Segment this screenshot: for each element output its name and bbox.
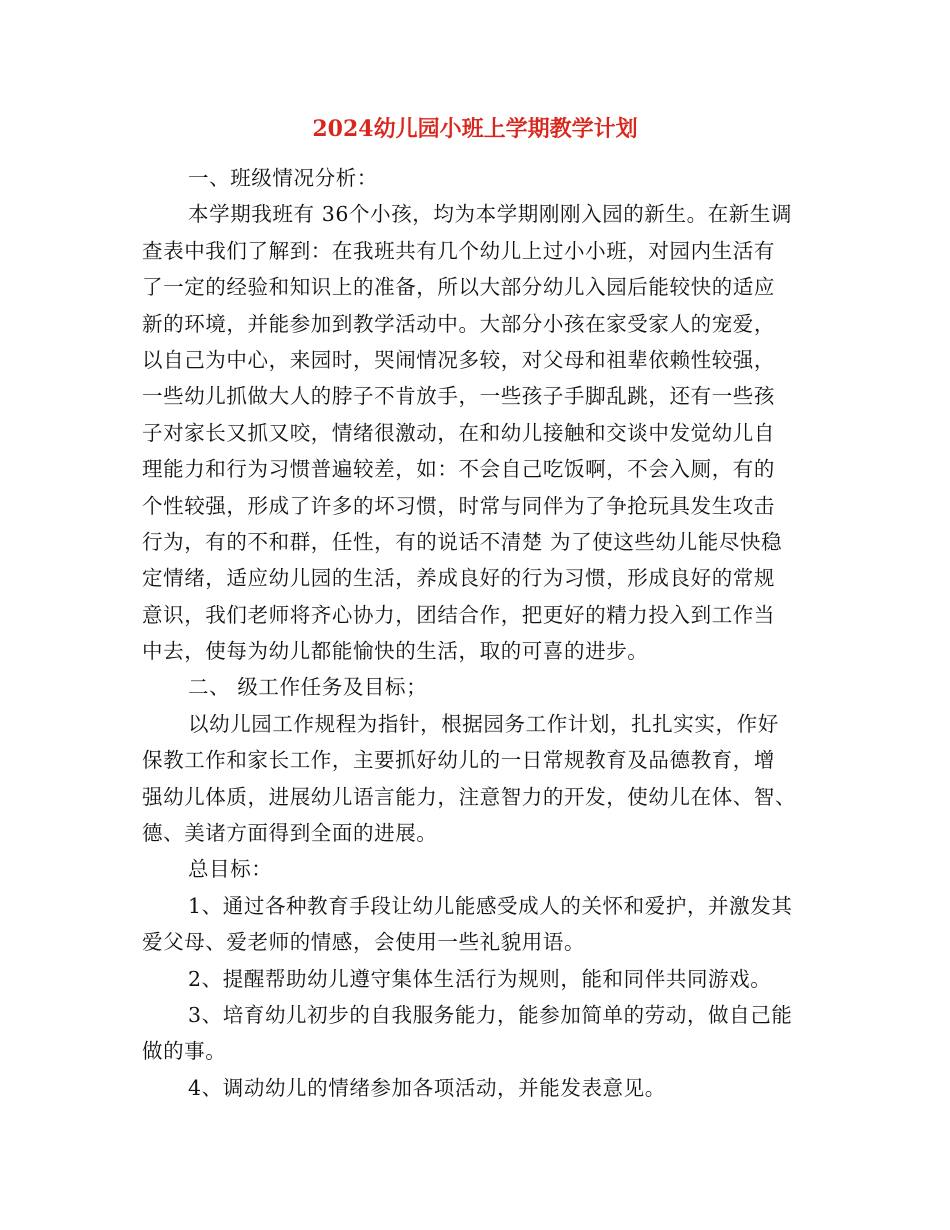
text-line: 中去，使每为幼儿都能愉快的生活，取的可喜的进步。	[142, 639, 649, 664]
text-line: 本学期我班有 36个小孩，均为本学期刚刚入园的新生。在新生调	[188, 202, 793, 227]
text-line: 一些幼儿抓做大人的脖子不肯放手，一些孩子手脚乱跳，还有一些孩	[142, 384, 775, 409]
text-line: 爱父母、爱老师的情感，会使用一些礼貌用语。	[142, 930, 586, 955]
text-line: 意识，我们老师将齐心协力，团结合作，把更好的精力投入到工作当	[142, 602, 775, 627]
text-line: 3、培育幼儿初步的自我服务能力，能参加简单的劳动，做自己能	[188, 1002, 793, 1027]
text-line: 德、美诸方面得到全面的进展。	[142, 821, 438, 846]
text-line: 总目标：	[188, 857, 273, 882]
text-line: 以自己为中心，来园时，哭闹情况多较，对父母和祖辈依赖性较强，	[142, 347, 775, 372]
text-line: 强幼儿体质，进展幼儿语言能力，注意智力的开发，使幼儿在体、智、	[142, 784, 797, 809]
text-line: 子对家长又抓又咬，情绪很激动，在和幼儿接触和交谈中发觉幼儿自	[142, 420, 775, 445]
text-line: 理能力和行为习惯普遍较差，如：不会自己吃饭啊，不会入厕，有的	[142, 457, 775, 482]
text-line: 做的事。	[142, 1039, 227, 1064]
text-line: 4、调动幼儿的情绪参加各项活动，并能发表意见。	[188, 1075, 666, 1100]
document-title: 2024幼儿园小班上学期教学计划	[312, 116, 638, 142]
text-line: 定情绪，适应幼儿园的生活，养成良好的行为习惯，形成良好的常规	[142, 566, 775, 591]
text-line: 个性较强，形成了许多的坏习惯，时常与同伴为了争抢玩具发生攻击	[142, 493, 775, 518]
text-line: 1、通过各种教育手段让幼儿能感受成人的关怀和爱护，并激发其	[188, 893, 793, 918]
text-line: 新的环境，并能参加到教学活动中。大部分小孩在家受家人的宠爱，	[142, 311, 775, 336]
text-line: 了一定的经验和知识上的准备，所以大部分幼儿入园后能较快的适应	[142, 275, 775, 300]
text-line: 二、 级工作任务及目标；	[188, 675, 428, 700]
text-line: 查表中我们了解到：在我班共有几个幼儿上过小小班，对园内生活有	[142, 238, 775, 263]
text-line: 以幼儿园工作规程为指针，根据园务工作计划，扎扎实实，作好	[188, 711, 779, 736]
document-body	[142, 160, 812, 1106]
text-line: 2、提醒帮助幼儿遵守集体生活行为规则，能和同伴共同游戏。	[188, 966, 772, 991]
text-line: 行为，有的不和群，任性，有的说话不清楚 为了使这些幼儿能尽快稳	[142, 529, 783, 554]
text-line: 保教工作和家长工作，主要抓好幼儿的一日常规教育及品德教育，增	[142, 748, 775, 773]
text-line: 一、班级情况分析：	[188, 166, 378, 190]
